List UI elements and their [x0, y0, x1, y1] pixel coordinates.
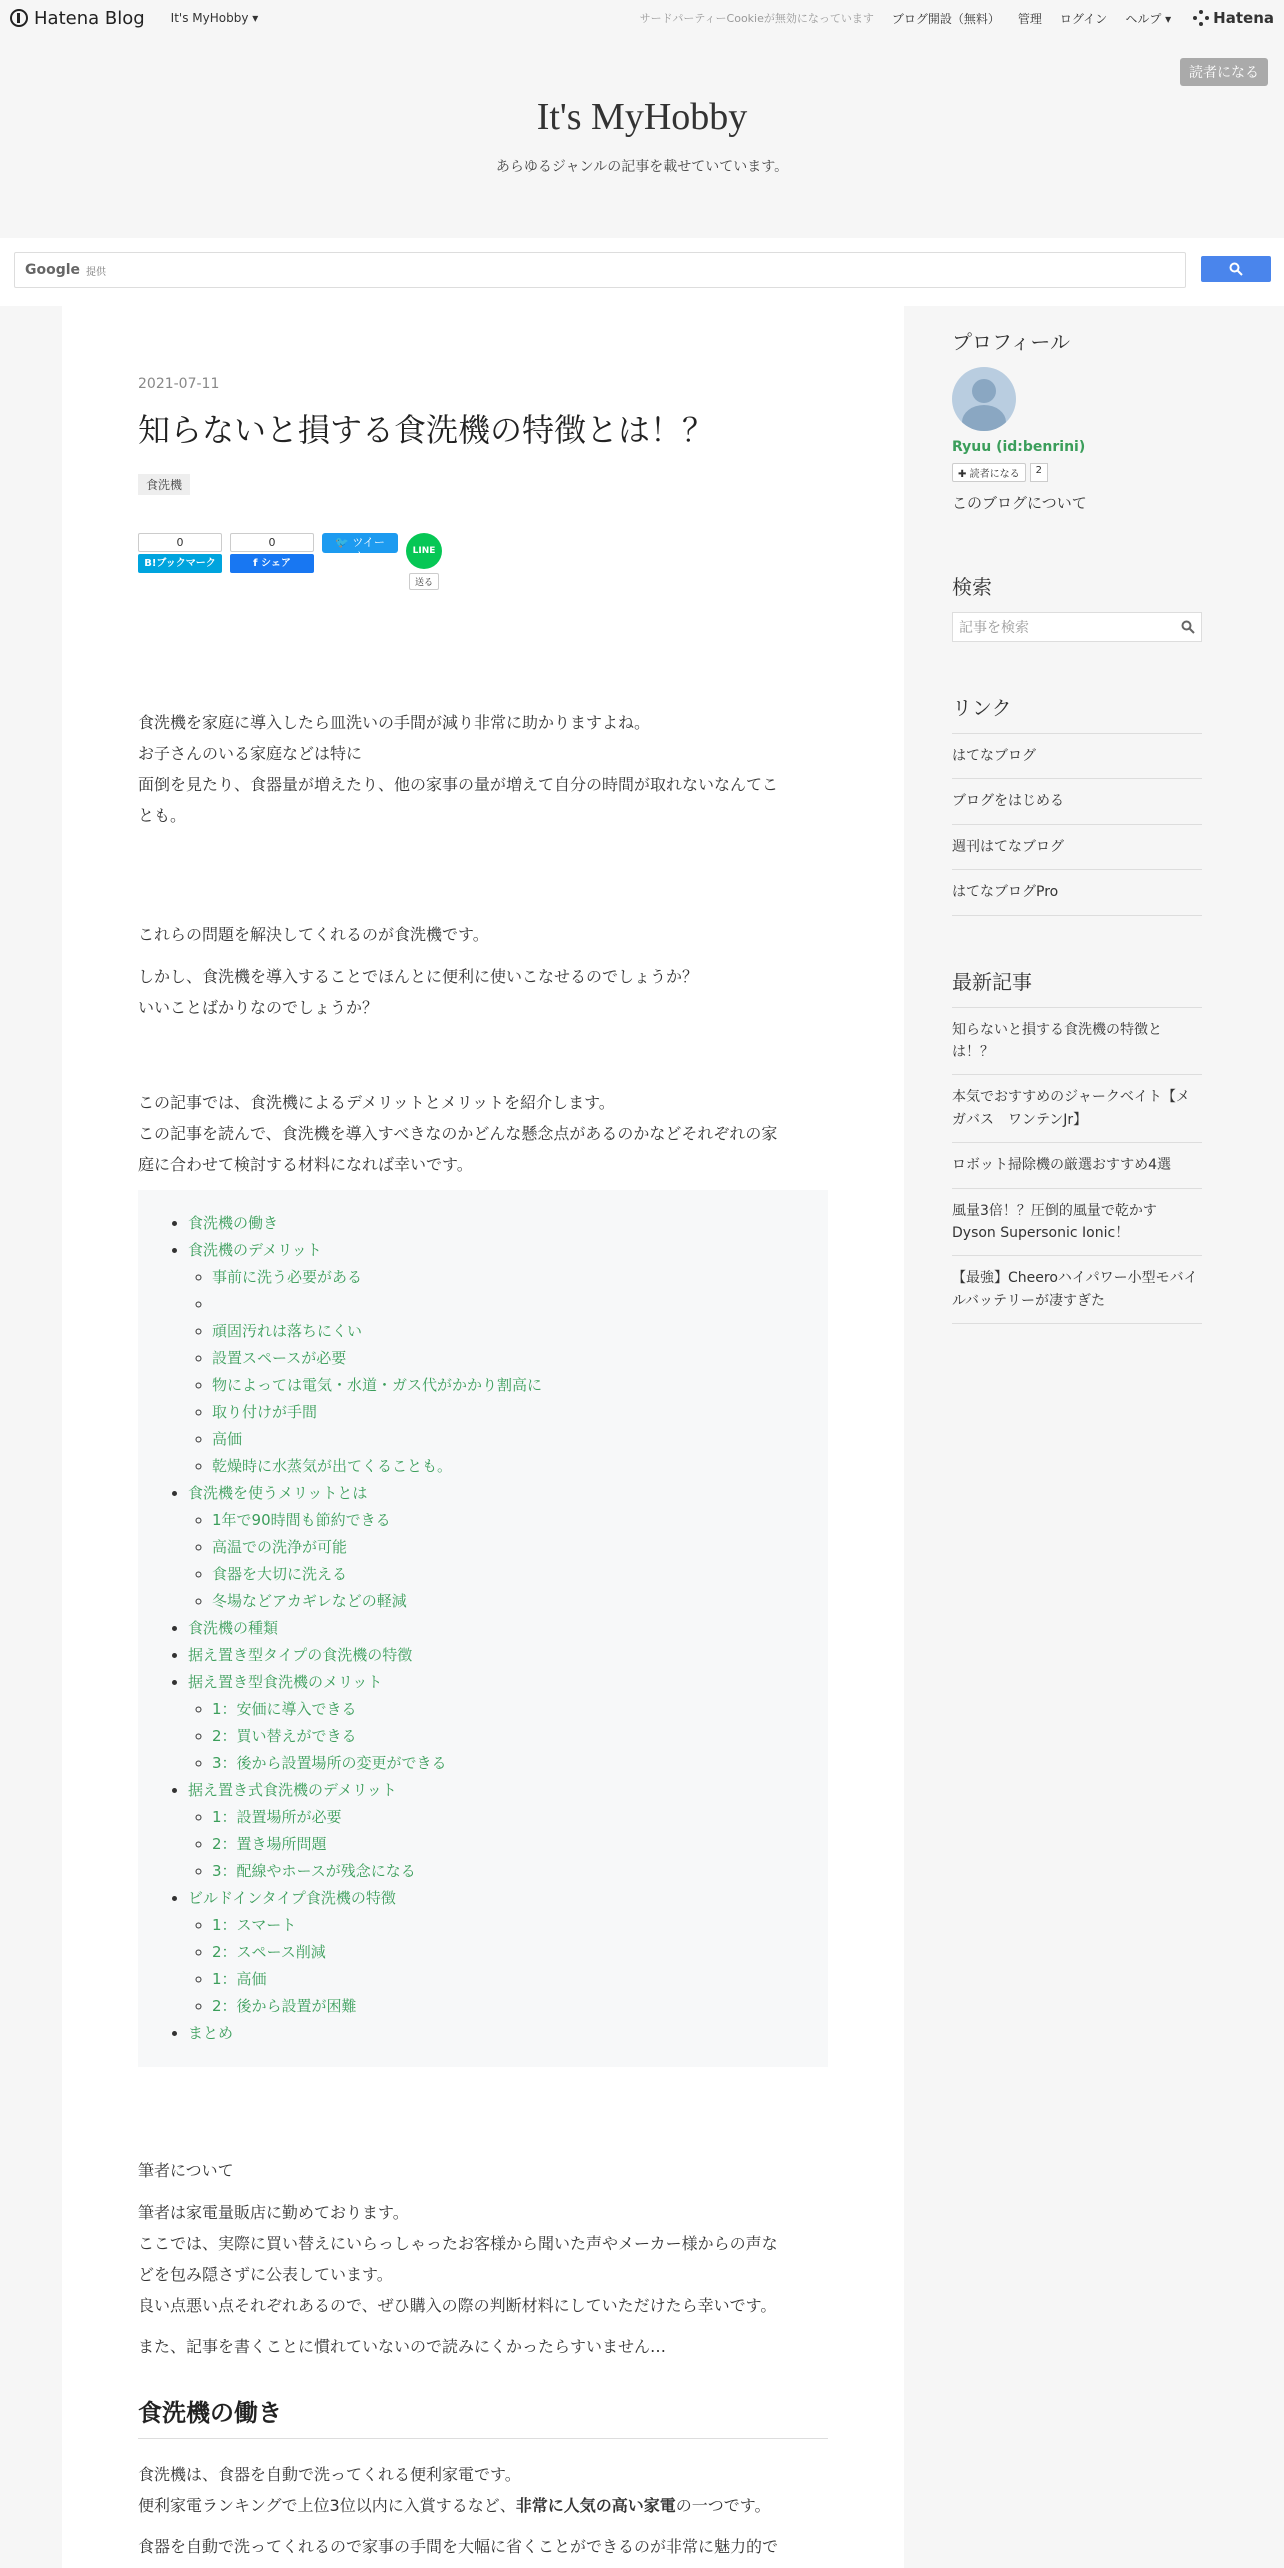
toc-item[interactable]: • 食洗機の働き [188, 1210, 808, 1237]
facebook-share-button[interactable]: 0 f シェア [230, 533, 314, 573]
search-icon [1229, 262, 1243, 276]
hatena-brand-menu[interactable]: Hatena [1193, 9, 1274, 27]
toc-subitem[interactable]: ◦ 2：スペース削減 [212, 1939, 808, 1966]
toc-subitem[interactable]: ◦ 2：後から設置が困難 [212, 1993, 808, 2020]
toc-item[interactable]: • ビルドインタイプ食洗機の特徴 ◦ 1：スマート ◦ 2：スペース削減 ◦ 1：高価 ◦ 2：後から設置が困難 [188, 1885, 808, 2020]
toc-subitem[interactable]: ◦ 設置スペースが必要 [212, 1345, 808, 1372]
link-item[interactable]: 週刊はてなブログ [952, 825, 1202, 870]
recent-entries-title: 最新記事 [952, 969, 1032, 994]
global-header [0, 0, 1284, 36]
subscribe-button[interactable]: 読者になる [1180, 58, 1268, 86]
entry-title[interactable]: 知らないと損する食洗機の特徴とは！？ [138, 411, 715, 449]
toc-item[interactable]: • 食洗機のデメリット ◦ 事前に洗う必要がある ◦ ◦ 頑固汚れは落ちにくい ◦ 設置スペースが必要 ◦ 物によっては電気・水道・ガス代がかかり割高に ◦ 取り付けが手間 ◦ 高価 ◦ 乾燥時に水蒸気が出てくることも。 [188, 1237, 808, 1480]
link-item[interactable]: ブログをはじめる [952, 779, 1202, 824]
links-title: リンク [952, 696, 1012, 720]
recent-entry[interactable]: 知らないと損する食洗機の特徴とは！？ [952, 1008, 1202, 1076]
hatena-dots-icon [1193, 10, 1209, 26]
open-blog-link[interactable]: ブログ開設（無料） [891, 11, 1000, 26]
google-search-button[interactable] [1201, 256, 1271, 282]
toc-subitem[interactable]: ◦ 1年で90時間も節約できる [212, 1507, 808, 1534]
toc-item[interactable]: • まとめ [188, 2020, 808, 2047]
intro-line: お子さんのいる家庭などは特に [138, 743, 363, 763]
paragraph: これらの問題を解決してくれるのが食洗機です。 [138, 925, 489, 945]
toc-subitem[interactable]: ◦ 1：設置場所が必要 [212, 1804, 808, 1831]
hatena-blog-logo[interactable]: Hatena Blog [10, 8, 145, 29]
paragraph: どを包み隠さずに公表しています。 [138, 2265, 393, 2285]
recent-entry[interactable]: 本気でおすすめのジャークベイト【メガバス ワンテンJr】 [952, 1075, 1202, 1143]
user-name[interactable]: Ryuu (id:benrini) [952, 439, 1086, 455]
toc-subitem[interactable]: ◦ 事前に洗う必要がある [212, 1264, 808, 1291]
login-link[interactable]: ログイン [1059, 11, 1108, 26]
intro-line: 食洗機を家庭に導入したら皿洗いの手間が減り非常に助かりますよね。 [138, 712, 651, 732]
table-of-contents [138, 1190, 828, 2067]
recent-entry[interactable]: 風量3倍！？圧倒的風量で乾かす Dyson Supersonic Ionic！ [952, 1189, 1202, 1257]
entry-content [138, 643, 828, 2563]
sidebar-subscribe-button[interactable]: ✚ 読者になる [952, 463, 1026, 482]
search-title: 検索 [952, 575, 992, 599]
toc-subitem[interactable]: ◦ 乾燥時に水蒸気が出てくることも。 [212, 1453, 808, 1480]
toc-subitem[interactable]: ◦ 2：置き場所問題 [212, 1831, 808, 1858]
toc-subitem[interactable] [212, 1291, 808, 1318]
paragraph: 食洗機は、食器を自動で洗ってくれる便利家電です。 [138, 2464, 521, 2484]
paragraph: この記事を読んで、食洗機を導入すべきなのかどんな懸念点があるのかなどそれぞれの家 [138, 1124, 778, 1144]
admin-link[interactable]: 管理 [1017, 11, 1042, 26]
toc-item[interactable]: • 据え置き式食洗機のデメリット ◦ 1：設置場所が必要 ◦ 2：置き場所問題 ◦ 3：配線やホースが残念になる [188, 1777, 808, 1885]
toc-subitem[interactable]: ◦ 高価 [212, 1426, 808, 1453]
toc-item[interactable]: • 据え置き型食洗機のメリット ◦ 1：安価に導入できる ◦ 2：買い替えができる ◦ 3：後から設置場所の変更ができる [188, 1669, 808, 1777]
recent-entry[interactable]: ロボット掃除機の厳選おすすめ4選 [952, 1143, 1202, 1188]
twitter-icon: 🐦 [335, 535, 349, 549]
toc-item[interactable]: • 据え置き型タイプの食洗機の特徴 [188, 1642, 808, 1669]
subscriber-count[interactable]: 2 [1030, 463, 1048, 482]
cookie-notice[interactable]: サードパーティーCookieが無効になっています [639, 12, 874, 25]
sidebar-search-input[interactable]: 記事を検索 [952, 612, 1202, 642]
avatar[interactable] [952, 367, 1016, 431]
intro-line: 面倒を見たり、食器量が増えたり、他の家事の量が増えて自分の時間が取れないなんてこ [138, 774, 779, 794]
share-buttons [138, 533, 828, 595]
blog-title[interactable]: It's MyHobby [536, 96, 748, 138]
paragraph: 良い点悪い点それぞれあるので、ぜひ購入の際の判断材料にしていただけたら幸いです。 [138, 2296, 777, 2316]
line-share-button[interactable]: LINE 送る [406, 533, 442, 590]
plus-icon: ✚ [958, 469, 967, 480]
about-blog-link[interactable]: このブログについて [952, 494, 1087, 512]
paragraph: ここでは、実際に買い替えにいらっしゃったお客様から聞いた声やメーカー様からの声な [138, 2233, 778, 2253]
paragraph: 便利家電ランキングで上位3位以内に入賞するなど、非常に人気の高い家電の一つです。 [138, 2495, 771, 2515]
line-icon: LINE [406, 533, 442, 569]
category-tag[interactable]: 食洗機 [138, 474, 190, 495]
toc-subitem[interactable]: ◦ 3：後から設置場所の変更ができる [212, 1750, 808, 1777]
blog-switcher[interactable]: It's MyHobby ▾ [170, 11, 259, 25]
recent-entry[interactable]: 【最強】Cheeroハイパワー小型モバイルバッテリーが凄すぎた [952, 1256, 1202, 1324]
toc-subitem[interactable]: ◦ 1：高価 [212, 1966, 808, 1993]
toc-subitem[interactable]: ◦ 頑固汚れは落ちにくい [212, 1318, 808, 1345]
toc-subitem[interactable]: ◦ 食器を大切に洗える [212, 1561, 808, 1588]
google-search-input[interactable]: Google 提供 [14, 252, 1186, 288]
toc-subitem[interactable]: ◦ 3：配線やホースが残念になる [212, 1858, 808, 1885]
paragraph: 食器を自動で洗ってくれるので家事の手間を大幅に省くことができるのが非常に魅力的で [138, 2536, 779, 2556]
link-item[interactable]: はてなブログPro [952, 870, 1202, 915]
paragraph: いいことばかりなのでしょうか？ [138, 997, 379, 1017]
recent-entries-list [952, 1007, 1202, 1325]
section-heading: 食洗機の働き [138, 2393, 828, 2439]
hatena-logo-icon [10, 9, 28, 27]
toc-subitem[interactable]: ◦ 物によっては電気・水道・ガス代がかかり割高に [212, 1372, 808, 1399]
toc-subitem[interactable]: ◦ 取り付けが手間 [212, 1399, 808, 1426]
paragraph: 筆者は家電量販店に勤めております。 [138, 2202, 409, 2222]
paragraph: この記事では、食洗機によるデメリットとメリットを紹介します。 [138, 1092, 615, 1112]
profile-title: プロフィール [952, 330, 1070, 354]
tweet-button[interactable]: 🐦 ツイート [322, 533, 398, 553]
toc-subitem[interactable]: ◦ 1：安価に導入できる [212, 1696, 808, 1723]
paragraph: また、記事を書くことに慣れていないので読みにくかったらすいません… [138, 2337, 667, 2357]
toc-item[interactable]: • 食洗機の種類 [188, 1615, 808, 1642]
entry-date[interactable]: 2021-07-11 [138, 376, 220, 392]
sidebar [952, 306, 1202, 1374]
intro-line: とも。 [138, 806, 187, 826]
article [62, 306, 904, 2568]
paragraph: しかし、食洗機を導入することでほんとに便利に使いこなせるのでしょうか？ [138, 966, 699, 986]
toc-subitem[interactable]: ◦ 冬場などアカギレなどの軽減 [212, 1588, 808, 1615]
google-search-bar [0, 238, 1284, 306]
links-list [952, 733, 1202, 916]
toc-subitem[interactable]: ◦ 2：買い替えができる [212, 1723, 808, 1750]
link-item[interactable]: はてなブログ [952, 734, 1202, 779]
toc-item[interactable]: • 食洗機を使うメリットとは ◦ 1年で90時間も節約できる ◦ 高温での洗浄が可能 ◦ 食器を大切に洗える ◦ 冬場などアカギレなどの軽減 [188, 1480, 808, 1615]
author-heading: 筆者について [138, 2161, 234, 2181]
help-menu[interactable]: ヘルプ ▾ [1125, 11, 1172, 26]
toc-subitem[interactable]: ◦ 1：スマート [212, 1912, 808, 1939]
toc-subitem[interactable]: ◦ 高温での洗浄が可能 [212, 1534, 808, 1561]
paragraph: 庭に合わせて検討する材料になれば幸いです。 [138, 1155, 473, 1175]
hatena-bookmark-button[interactable]: 0 B!ブックマーク [138, 533, 222, 573]
blog-description: あらゆるジャンルの記事を載せていています。 [495, 159, 789, 175]
facebook-icon: f [253, 557, 258, 569]
search-icon[interactable] [1181, 620, 1195, 634]
